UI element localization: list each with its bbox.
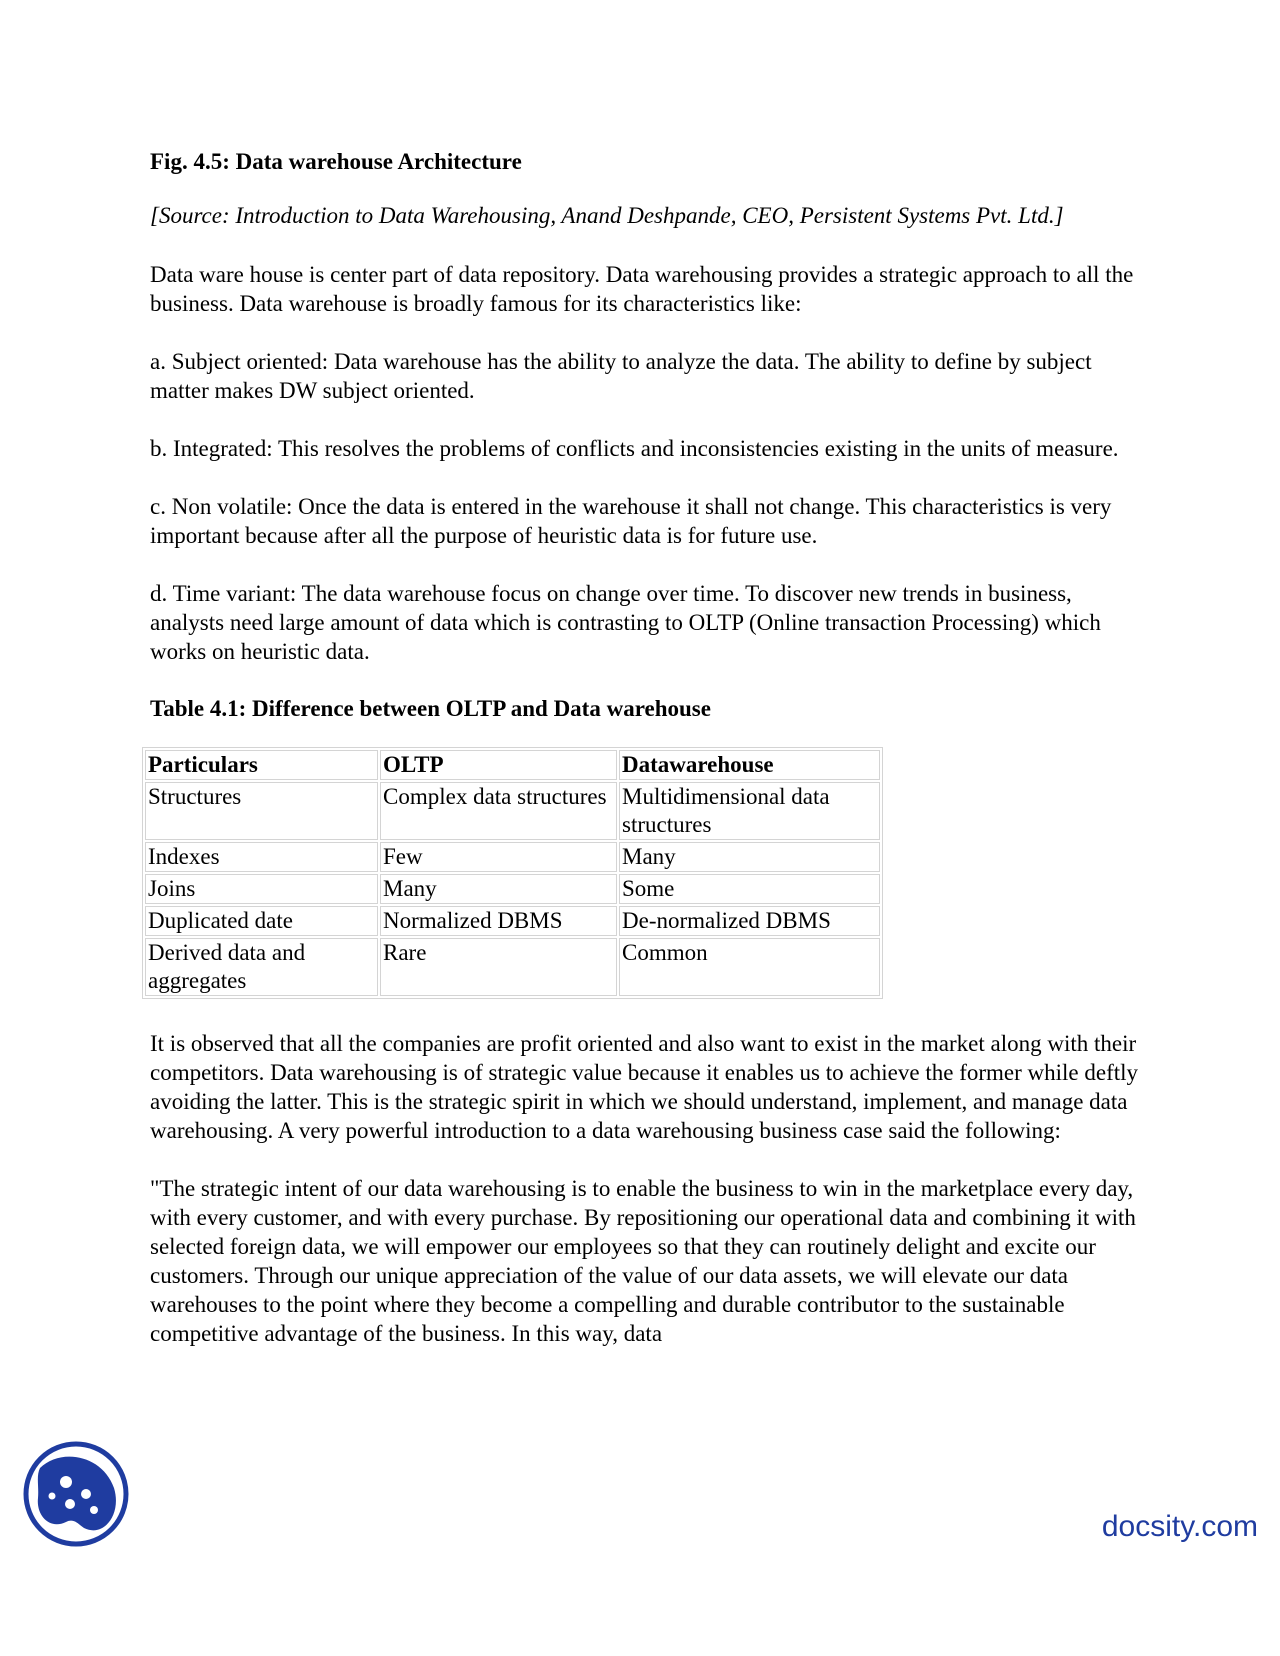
table-cell: Few: [380, 842, 617, 872]
table-cell: Many: [619, 842, 880, 872]
table-cell: Joins: [145, 874, 378, 904]
document-page: [150, 148, 1140, 1377]
table-cell: Indexes: [145, 842, 378, 872]
integrated-paragraph: b. Integrated: This resolves the problems of conflicts and inconsistencies existing in the units of measure.: [150, 436, 1119, 461]
comparison-table-wrapper: [142, 747, 1140, 999]
comparison-table: [142, 747, 883, 999]
table-row: [145, 874, 880, 904]
table-cell: Duplicated date: [145, 906, 378, 936]
table-cell: Structures: [145, 782, 378, 840]
table-cell: Rare: [380, 938, 617, 996]
header-cell: Datawarehouse: [619, 750, 880, 780]
header-cell: Particulars: [145, 750, 378, 780]
observed-paragraph: It is observed that all the companies are profit oriented and also want to exist in the market along with their competitors. Data warehousing is of strategic value because it enables us to achieve the former while deftly avoiding the latter. This is the strategic spirit in which we should understand, implement, and manage data warehousing. A very powerful introduction to a data warehousing business case said the following:: [150, 1031, 1139, 1143]
table-caption: Table 4.1: Difference between OLTP and Data warehouse: [150, 696, 711, 721]
subject-oriented-paragraph: a. Subject oriented: Data warehouse has the ability to analyze the data. The ability to define by subject matter makes DW subject oriented.: [150, 349, 1092, 403]
source-citation: [Source: Introduction to Data Warehousing, Anand Deshpande, CEO, Persistent Systems Pvt. Ltd.]: [150, 203, 1064, 228]
table-row: [145, 938, 880, 996]
non-volatile-paragraph: c. Non volatile: Once the data is entered in the warehouse it shall not change. This characteristics is very important because after all the purpose of heuristic data is for future use.: [150, 494, 1112, 548]
table-row: [145, 782, 880, 840]
figure-caption: Fig. 4.5: Data warehouse Architecture: [150, 149, 522, 174]
table-header-row: [145, 750, 880, 780]
table-row: [145, 842, 880, 872]
table-cell: Many: [380, 874, 617, 904]
time-variant-paragraph: d. Time variant: The data warehouse focus on change over time. To discover new trends in business, analysts need large amount of data which is contrasting to OLTP (Online transaction Processing) which works on heuristic data.: [150, 581, 1101, 664]
table-cell: Normalized DBMS: [380, 906, 617, 936]
table-cell: Common: [619, 938, 880, 996]
quote-paragraph: "The strategic intent of our data warehousing is to enable the business to win in the marketplace every day, with every customer, and with every purchase. By repositioning our operational data and combining it with selected foreign data, we will empower our employees so that they can routinely delight and excite our customers. Through our unique appreciation of the value of our data assets, we will elevate our data warehouses to the point where they become a compelling and durable contributor to the sustainable competitive advantage of the business. In this way, data: [150, 1176, 1136, 1346]
table-cell: Multidimensional data structures: [619, 782, 880, 840]
table-cell: Complex data structures: [380, 782, 617, 840]
table-cell: Some: [619, 874, 880, 904]
docsity-logo-icon[interactable]: [22, 1440, 130, 1548]
docsity-brand-link[interactable]: docsity.com: [1101, 1510, 1258, 1543]
header-cell: OLTP: [380, 750, 617, 780]
table-cell: Derived data and aggregates: [145, 938, 378, 996]
docsity-logo-svg: [22, 1440, 130, 1548]
table-row: [145, 906, 880, 936]
table-cell: De-normalized DBMS: [619, 906, 880, 936]
intro-paragraph: Data ware house is center part of data repository. Data warehousing provides a strategic approach to all the business. Data warehouse is broadly famous for its characteristics like:: [150, 262, 1134, 316]
